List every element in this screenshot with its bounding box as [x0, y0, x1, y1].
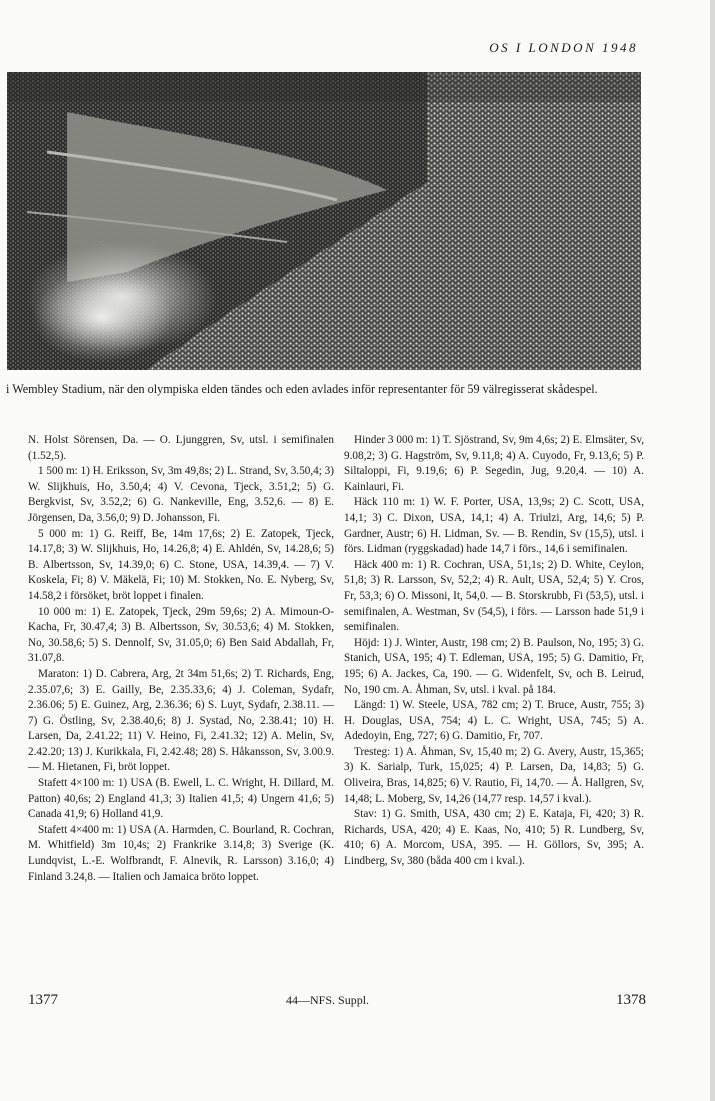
- right-column: [344, 433, 644, 870]
- result-paragraph: Längd: 1) W. Steele, USA, 782 cm; 2) T. Bruce, Austr, 755; 3) H. Douglas, USA, 754; 4) L. C. Wright, USA, 745; 5) A. Adedoyin, Eng, 727; 6) G. Damitio, Fr, 707.: [344, 699, 644, 743]
- left-column: [28, 433, 334, 885]
- result-paragraph: Maraton: 1) D. Cabrera, Arg, 2t 34m 51,6s; 2) T. Richards, Eng, 2.35.07,6; 3) E. Gailly, Be, 2.35.33,6; 4) J. Coleman, Sydafr, 2.36.06; 5) E. Guinez, Arg, 2.36.36; 6) S. Luyt, Sydafr, 2.38.11. — 7) G. Östling, Sv, 2.38.40,6; 8) J. Systad, No, 2.38.41; 10) H. Larsen, Da, 2.41.22; 11) V. Heino, Fi, 2.41.32; 12) A. Melin, Sv, 2.42.20; 13) J. Kurikkala, Fi, 2.42.48; 28) S. Håkansson, Sv, 3.00.9. — M. Hietanen, Fi, bröt loppet.: [28, 667, 334, 774]
- result-paragraph: 10 000 m: 1) E. Zatopek, Tjeck, 29m 59,6s; 2) A. Mimoun-O-Kacha, Fr, 30.47,4; 3) B. Albertsson, Sv, 30.53,6; 4) M. Stokken, No, 30.58,6; 5) S. Dennolf, Sv, 31.05,0; 6) Ben Said Abdallah, Fr, 31.07,8.: [28, 605, 334, 665]
- stadium-illustration: [7, 72, 641, 370]
- footer-signature: 44—NFS. Suppl.: [286, 993, 370, 1007]
- wembley-stadium-photo: [7, 72, 641, 370]
- result-paragraph: Häck 400 m: 1) R. Cochran, USA, 51,1s; 2) D. White, Ceylon, 51,8; 3) R. Larsson, Sv, 52,2; 4) R. Ault, USA, 52,4; 5) Y. Cros, Fr, 53,3; 6) O. Missoni, It, 54,0. — B. Storskrubb, Fi (53,5), utsl. i semifinalen, A. Westman, Sv (54,5), i förs. — Larsson hade 51,9 i semifinalen.: [344, 558, 644, 634]
- result-paragraph: Häck 110 m: 1) W. F. Porter, USA, 13,9s; 2) C. Scott, USA, 14,1; 3) C. Dixon, USA, 14,1; 4) A. Triulzi, Arg, 14,6; 5) P. Gardner, Austr; 6) H. Lidman, Sv. — B. Rendin, Sv (15,5), utsl. i förs. Lidman (ryggskadad) hade 14,7 i förs., 14,6 i semifinalen.: [344, 496, 644, 556]
- result-paragraph: Hinder 3 000 m: 1) T. Sjöstrand, Sv, 9m 4,6s; 2) E. Elmsäter, Sv, 9.08,2; 3) G. Hagström, Sv, 9.11,8; 4) A. Cuyodo, Fr, 9.13,6; 5) P. Siltaloppi, Fi, 9.19,6; 6) P. Segedin, Jug, 9.20,4. — 10) A. Kainlauri, Fi.: [344, 434, 644, 493]
- page-edge: [710, 0, 715, 1101]
- result-paragraph: Stav: 1) G. Smith, USA, 430 cm; 2) E. Kataja, Fi, 420; 3) R. Richards, USA, 420; 4) E. Kaas, No, 410; 5) R. Lundberg, Sv, 410; 6) A. Morcom, USA, 395. — H. Göllors, Sv, 395; A. Lindberg, Sv, 380 (båda 400 cm i kval.).: [344, 808, 644, 868]
- result-paragraph: Höjd: 1) J. Winter, Austr, 198 cm; 2) B. Paulson, No, 195; 3) G. Stanich, USA, 195; 4) T. Edleman, USA, 195; 5) G. Damitio, Fr, 195; 6) A. Jackes, Ca, 190. — G. Widenfelt, Sv, och B. Leirud, No, 190 cm. A. Åhman, Sv, utsl. i kval. på 184.: [344, 636, 644, 696]
- result-paragraph: 5 000 m: 1) G. Reiff, Be, 14m 17,6s; 2) E. Zatopek, Tjeck, 14.17,8; 3) W. Slijkhuis, Ho, 14.26,8; 4) E. Ahldén, Sv, 14.28,6; 5) B. Albertsson, Sv, 14.39,0; 6) C. Stone, USA, 14.39,4. — 7) V. Koskela, Fi; 8) V. Mäkelä, Fi; 10) M. Stokken, No. E. Nyberg, Sv, 14.58,2 i försöket, bröt loppet i finalen.: [28, 527, 334, 602]
- result-paragraph: N. Holst Sörensen, Da. — O. Ljunggren, Sv, utsl. i semifinalen (1.52,5).: [28, 434, 334, 462]
- running-header: OS I LONDON 1948: [489, 40, 638, 55]
- page-number-right: 1378: [616, 992, 646, 1008]
- photo-caption: i Wembley Stadium, när den olympiska elden tändes och eden avlades inför representanter för 59 välregisserat skådespel.: [6, 382, 598, 396]
- result-paragraph: Stafett 4×400 m: 1) USA (A. Harmden, C. Bourland, R. Cochran, M. Whitfield) 3m 10,4s; 2) Frankrike 3.14,8; 3) Sverige (K. Lundqvist, L.-E. Wolfbrandt, F. Alnevik, R. Larsson) 3.16,0; 4) Finland 3.24,8. — Italien och Jamaica bröto loppet.: [28, 823, 334, 883]
- result-paragraph: Tresteg: 1) A. Åhman, Sv, 15,40 m; 2) G. Avery, Austr, 15,365; 3) K. Sarialp, Turk, 15,025; 4) P. Larsen, Da, 14,83; 5) G. Oliveira, Bras, 14,825; 6) V. Rautio, Fi, 14,70. — Å. Hallgren, Sv, 14,48; L. Moberg, Sv, 14,26 (14,77 resp. 14,57 i kval.).: [344, 745, 644, 805]
- result-paragraph: 1 500 m: 1) H. Eriksson, Sv, 3m 49,8s; 2) L. Strand, Sv, 3.50,4; 3) W. Slijkhuis, Ho, 3.50,4; 4) V. Cevona, Tjeck, 3.51,2; 5) G. Bergkvist, Sv, 3.52,2; 6) G. Nankeville, Eng, 3.52,6. — 8) E. Jörgensen, Da, 3.56,0; 9) D. Johansson, Fi.: [28, 465, 334, 524]
- page-number-left: 1377: [28, 992, 58, 1008]
- result-paragraph: Stafett 4×100 m: 1) USA (B. Ewell, L. C. Wright, H. Dillard, M. Patton) 40,6s; 2) England 41,3; 3) Italien 41,5; 4) Ungern 41,6; 5) Canada 41,9; 6) Holland 41,9.: [28, 777, 334, 821]
